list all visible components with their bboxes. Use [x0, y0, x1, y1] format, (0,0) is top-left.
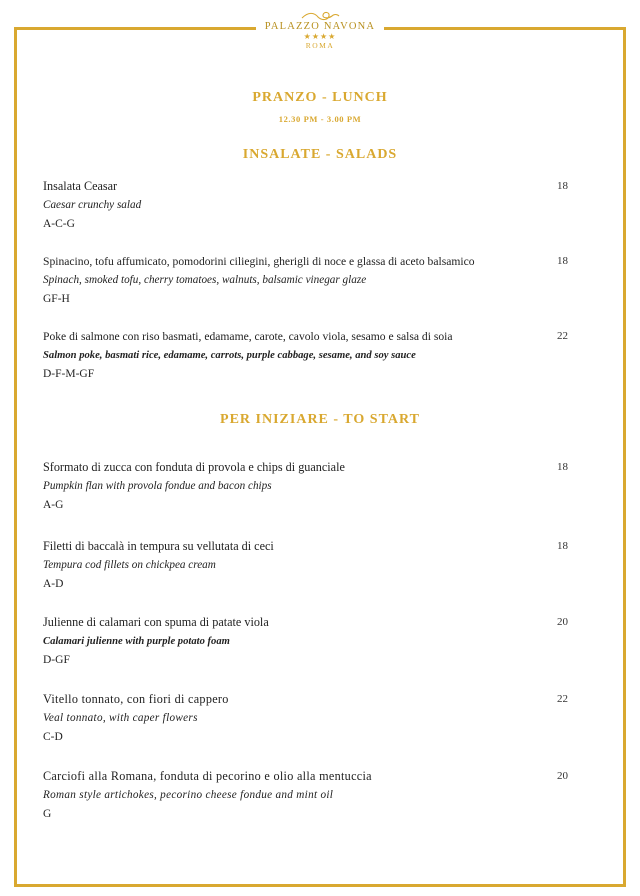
item-allergens: D-GF	[43, 654, 70, 666]
item-name: Poke di salmone con riso basmati, edamame, carote, cavolo viola, sesamo e salsa di soia	[43, 330, 453, 343]
item-name: Insalata Ceasar	[43, 179, 118, 193]
service-hours: 12.30 PM - 3.00 PM	[278, 114, 362, 124]
item-allergens: A-C-G	[43, 218, 75, 230]
item-english: Salmon poke, basmati rice, edamame, carrots, purple cabbage, sesame, and soy sauce	[43, 350, 416, 361]
item-name: Sformato di zucca con fonduta di provola e chips di guanciale	[43, 460, 345, 474]
item-english: Pumpkin flan with provola fondue and bacon chips	[43, 480, 272, 492]
item-name: Spinacino, tofu affumicato, pomodorini ciliegini, gherigli di noce e glassa di aceto balsamico	[43, 255, 475, 268]
brand-logo	[256, 8, 384, 60]
item-english: Caesar crunchy salad	[43, 199, 142, 211]
brand-stars: ★★★★	[303, 32, 337, 41]
item-english: Veal tonnato, with caper flowers	[43, 712, 198, 724]
item-name: Filetti di baccalà in tempura su vellutata di ceci	[43, 539, 274, 553]
menu-item	[43, 613, 583, 670]
item-english: Roman style artichokes, pecorino cheese fondue and mint oil	[43, 789, 334, 801]
item-english: Tempura cod fillets on chickpea cream	[43, 559, 216, 571]
item-allergens: A-D	[43, 578, 64, 590]
menu-item	[43, 767, 583, 824]
item-price: 18	[557, 461, 568, 473]
item-price: 22	[557, 330, 568, 342]
item-name: Julienne di calamari con spuma di patate viola	[43, 615, 269, 629]
item-allergens: C-D	[43, 731, 63, 743]
menu-item	[43, 177, 583, 234]
menu-item	[43, 690, 583, 747]
menu-item	[43, 252, 583, 309]
item-name: Carciofi alla Romana, fonduta di pecorino e olio alla mentuccia	[43, 769, 372, 783]
item-price: 18	[557, 540, 568, 552]
item-english: Calamari julienne with purple potato foam	[43, 636, 230, 647]
item-allergens: GF-H	[43, 293, 70, 305]
item-price: 22	[557, 693, 568, 705]
brand-city: ROMA	[305, 41, 335, 50]
menu-item	[43, 327, 583, 384]
item-allergens: A-G	[43, 499, 64, 511]
section-title-start: PER INIZIARE - TO START	[220, 412, 420, 427]
item-allergens: G	[43, 808, 52, 820]
section-title-salads: INSALATE - SALADS	[242, 147, 398, 162]
item-name: Vitello tonnato, con fiori di cappero	[43, 692, 229, 706]
item-price: 20	[557, 770, 568, 782]
item-price: 18	[557, 180, 568, 192]
service-title: PRANZO - LUNCH	[252, 90, 388, 105]
menu-item	[43, 537, 583, 594]
item-price: 18	[557, 255, 568, 267]
item-price: 20	[557, 616, 568, 628]
item-allergens: D-F-M-GF	[43, 368, 95, 380]
brand-name: PALAZZO NAVONA	[264, 21, 376, 32]
item-english: Spinach, smoked tofu, cherry tomatoes, walnuts, balsamic vinegar glaze	[43, 274, 367, 286]
menu-item	[43, 458, 583, 515]
